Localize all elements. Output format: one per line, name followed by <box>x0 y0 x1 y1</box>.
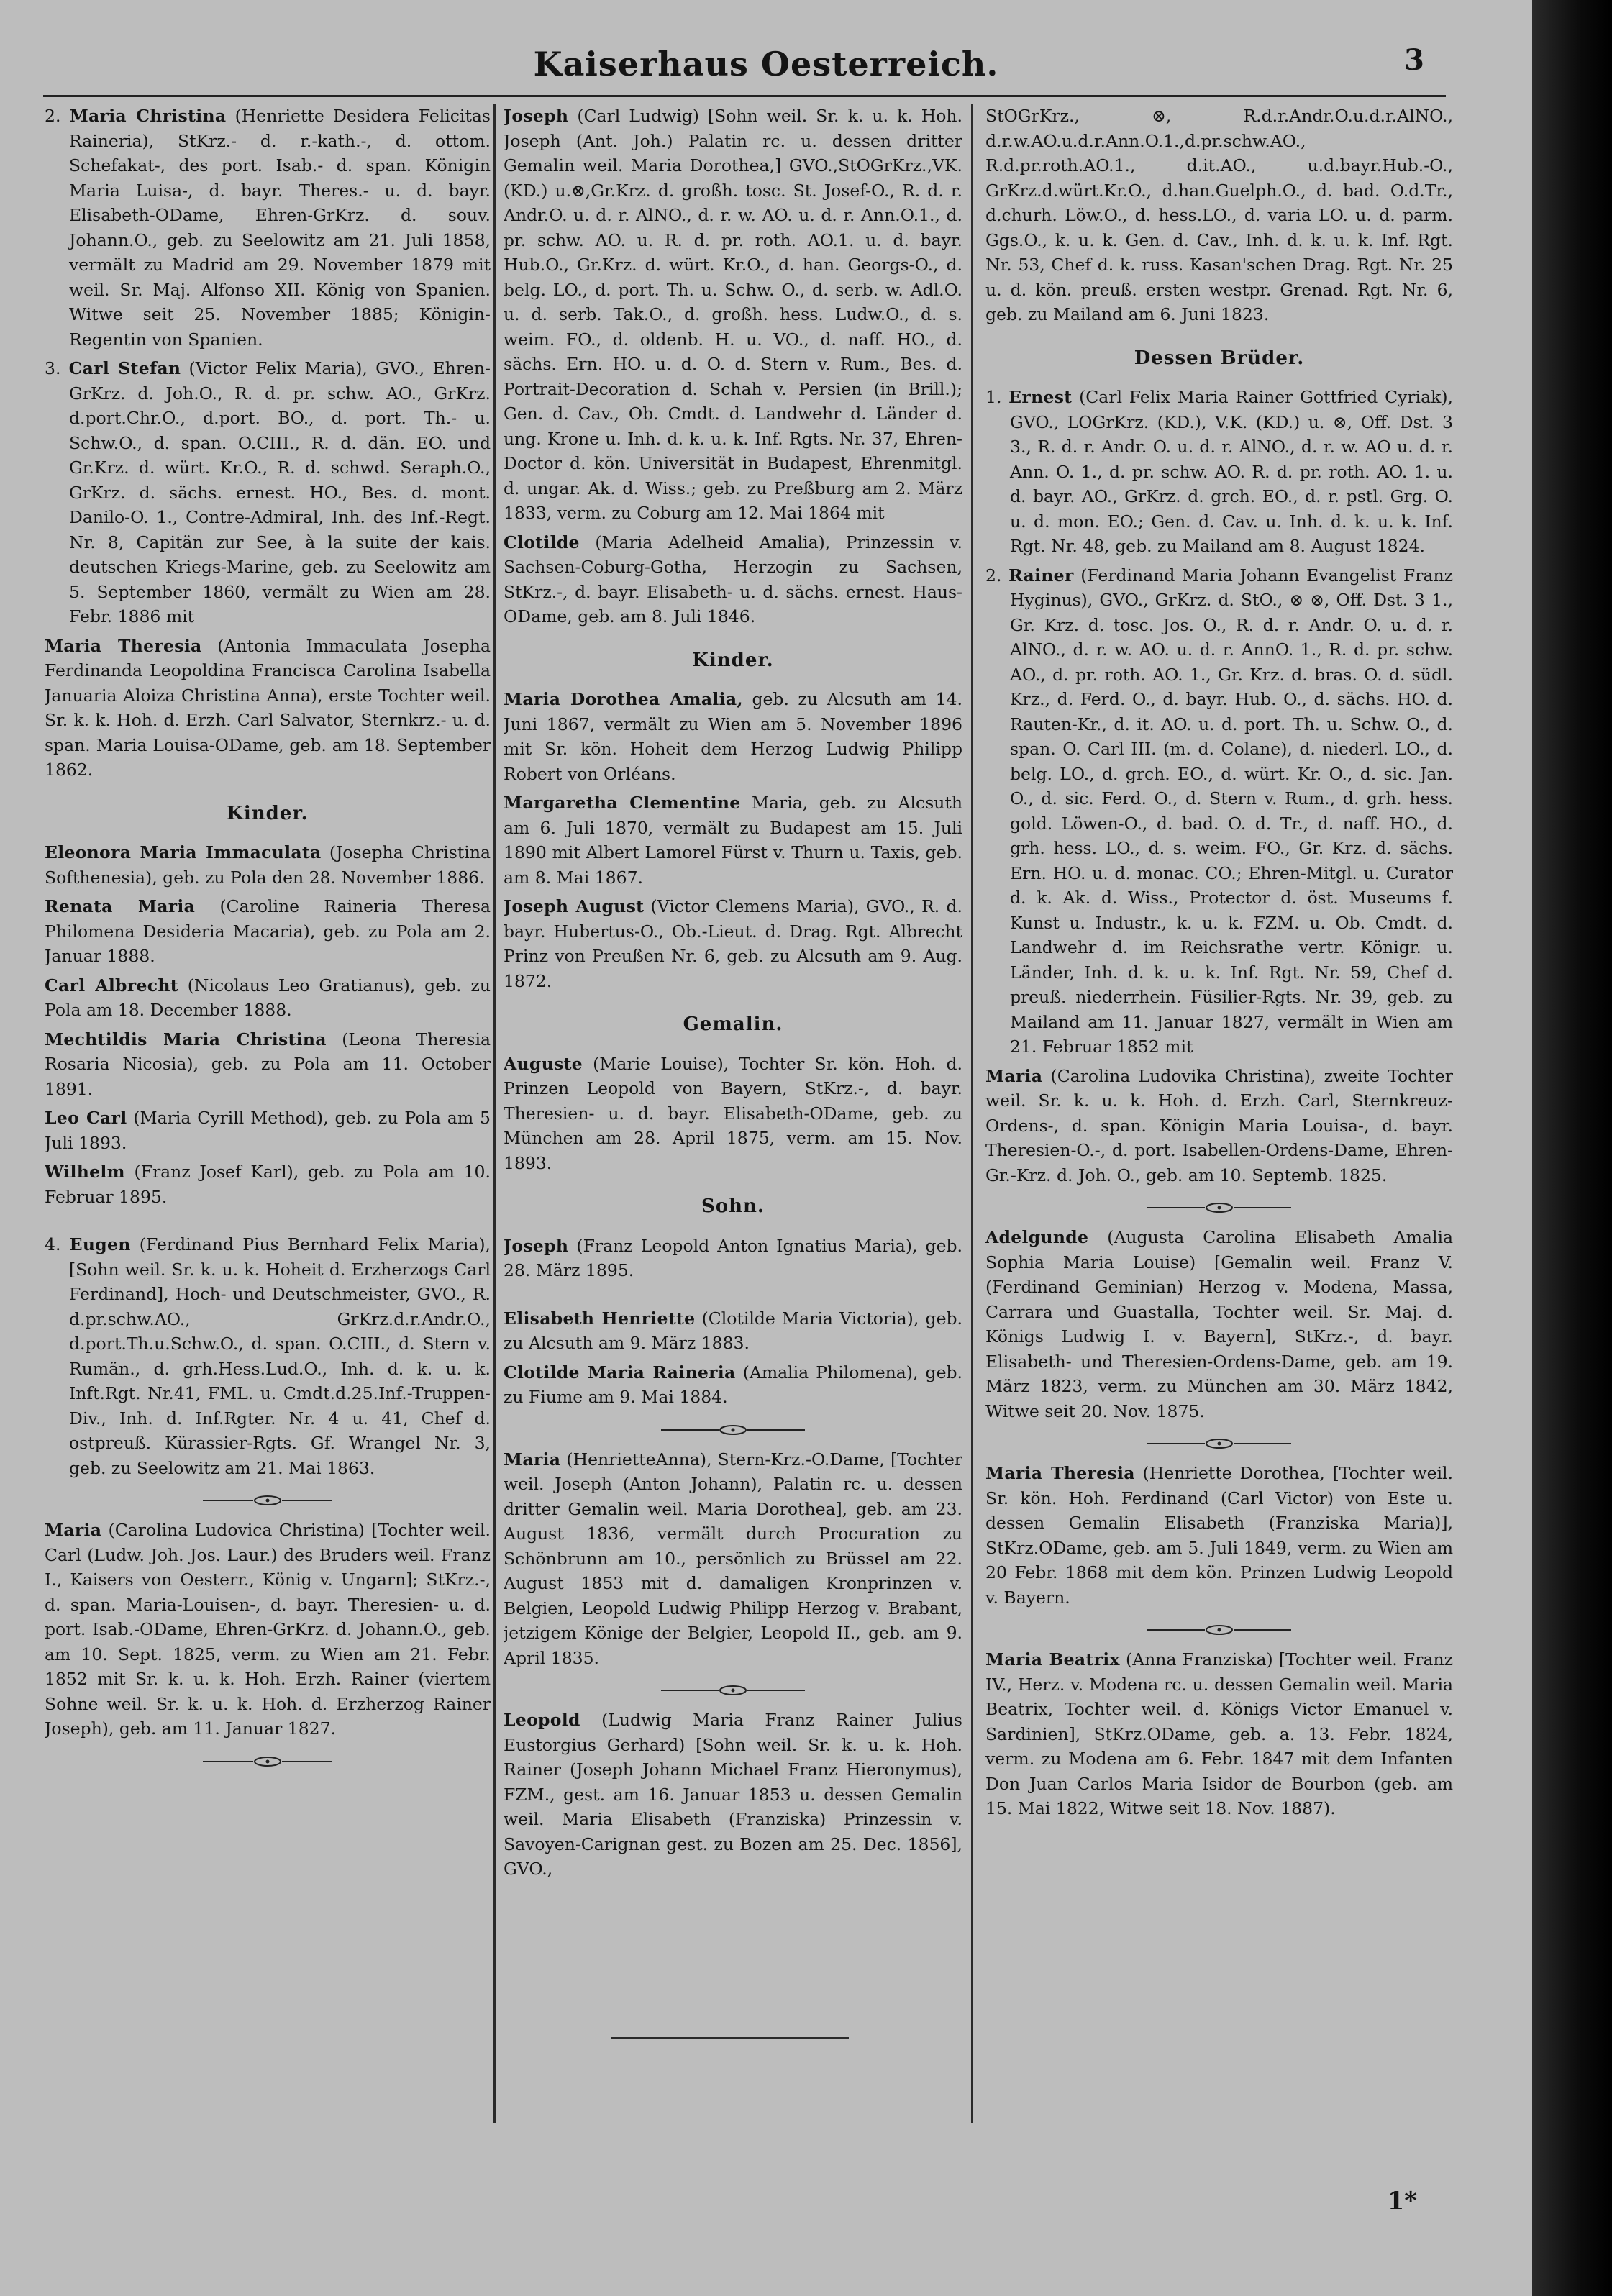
entry-name: Ernest <box>1008 387 1073 407</box>
entry-name: Maria <box>504 1449 561 1470</box>
entry-name: Leo Carl <box>45 1108 127 1128</box>
ornament-divider <box>45 1750 491 1764</box>
entry-name: Maria <box>45 1520 102 1540</box>
page-edge-shadow <box>1532 0 1612 2296</box>
column-middle <box>504 104 962 2195</box>
entry-name: Auguste <box>504 1053 583 1074</box>
entry-rainer <box>985 563 1453 1060</box>
child-entry <box>45 973 491 1023</box>
entry-maria-theresia-este <box>985 1461 1453 1610</box>
entry-text: (Henriette Dorothea, [Tochter weil. Sr. kön. Hoh. Ferdinand (Carl Victor) von Este u. dessen Gemalin Elisabeth (Franziska Maria)], StKrz.ODame, geb. am 5. Juli 1849, verm. zu Wien am 20 Febr. 1868 mit dem kön. Prinzen Ludwig Leopold v. Bayern. <box>985 1463 1453 1608</box>
entry-text: (Carolina Ludovica Christina) [Tochter weil. Carl (Ludw. Joh. Jos. Laur.) des Bruders weil. Franz I., Kaisers von Oesterr., König v. Ungarn]; StKrz.-, d. span. Maria-Louisen-, d. bayr. Theresien- u. d. port. Isab.-ODame, Ehren-GrKrz. d. Johann.O., geb. am 10. Sept. 1825, verm. zu Wien am 21. Febr. 1852 mit Sr. k. u. k. Hoh. Erzh. Rainer (viertem Sohne weil. Sr. k. u. k. Hoh. d. Erzherzog Rainer Joseph), geb. am 11. Januar 1827. <box>45 1520 491 1739</box>
child-entry <box>504 791 962 890</box>
entry-text: (Ferdinand Maria Johann Evangelist Franz Hyginus), GVO., GrKrz. d. StO., ⊗ ⊗, Off. Dst. 3 1., Gr. Krz. d. tosc. Jos. O., R. d. r. Andr. O. u. d. r. AlNO., d. r. w. AO. u. d. r. AnnO. 1., R. d. pr. schw. AO., d. pr. roth. AO. 1., Gr. Krz. d. bras. O. d. südl. Krz., d. Ferd. O., d. bayr. Hub. O., d. sächs. HO. d. Rauten-Kr., d. it. AO. u. d. port. Th. u. Schw. O., d. span. O. Carl III. (m. d. Colane), d. niederl. LO., d. belg. LO., d. grch. EO., d. würt. Kr. O., d. sic. Jan. O., d. sic. Ferd. O., d. Stern v. Rum., d. grh. hess. gold. Löwen-O., d. bad. O. d. Tr., d. naff. HO., d. grh. hess. LO., d. s. weim. FO., Gr. Krz. d. sächs. Ern. HO. u. d. monac. CO.; Ehren-Mitgl. u. Curator d. k. Ak. d. Wiss., Protector d. öst. Museums f. Kunst u. Industr., k. u. k. FZM. u. Ob. Cmdt. d. Landwehr d. im Reichsrathe vertr. Königr. u. Länder, Inh. d. k. u. k. Inf. Rgt. Nr. 59, Chef d. preuß. niederrhein. Füsilier-Rgts. Nr. 39, geb. zu Mailand am 11. Januar 1827, vermält in Wien am 21. Februar 1852 mit <box>1010 565 1453 1057</box>
entry-carl-stefan <box>45 356 491 629</box>
entry-text: (Victor Clemens Maria), GVO., R. d. bayr. Hubertus-O., Ob.-Lieut. d. Drag. Rgt. Albrecht Prinz von Preußen Nr. 6, geb. zu Alcsuth am 9. Aug. 1872. <box>504 896 962 991</box>
column-divider-1 <box>493 104 496 2123</box>
section-heading-brueder: Dessen Brüder. <box>1134 347 1305 369</box>
entry-leopold <box>504 1708 962 1882</box>
child-entry <box>45 1160 491 1209</box>
entry-name: Maria Theresia <box>45 635 202 656</box>
entry-ernest <box>985 385 1453 559</box>
entry-name: Maria Christina <box>69 106 227 126</box>
entry-name: Carl Albrecht <box>45 975 178 996</box>
entry-text: (Franz Leopold Anton Ignatius Maria), geb. 28. März 1895. <box>504 1235 962 1280</box>
child-entry <box>45 1027 491 1102</box>
entry-text: (Anna Franziska) [Tochter weil. Franz IV., Herz. v. Modena rc. u. dessen Gemalin weil. Maria Beatrix, Tochter weil. d. Königs Victor Emanuel v. Sardinien], StKrz.ODame, geb. a. 13. Febr. 1824, verm. zu Modena am 6. Febr. 1847 mit dem Infanten Don Juan Carlos Maria Isidor de Bourbon (geb. am 15. Mai 1822, Witwe seit 18. Nov. 1887). <box>985 1649 1453 1818</box>
signature-mark: 1* <box>1387 2187 1417 2215</box>
child-entry <box>45 1106 491 1155</box>
section-heading-kinder: Kinder. <box>227 802 309 824</box>
entry-maria-henriette <box>504 1447 962 1671</box>
entry-name: Joseph August <box>504 896 645 916</box>
section-heading-sohn: Sohn. <box>701 1195 765 1217</box>
entry-maria-carolina <box>45 1518 491 1741</box>
entry-number: 4. <box>45 1234 61 1254</box>
child-entry <box>504 1360 962 1410</box>
entry-name: Maria <box>985 1065 1043 1086</box>
entry-maria-carolina-ludovika <box>985 1064 1453 1188</box>
ornament-divider <box>504 1418 962 1433</box>
entry-name: Carl Stefan <box>68 358 181 378</box>
ornament-divider <box>985 1432 1453 1447</box>
column-divider-2 <box>971 104 973 2123</box>
entry-name: Leopold <box>504 1710 580 1730</box>
child-entry <box>504 1306 962 1356</box>
entry-text: (Carl Felix Maria Rainer Gottfried Cyriak), GVO., LOGrKrz. (KD.), V.K. (KD.) u. ⊗, Off. Dst. 3 3., R. d. r. Andr. O. u. d. r. AlNO., d. r. w. AO u. d. r. Ann. O. 1., d. pr. schw. AO. R. d. pr. roth. AO. 1. u. d. bayr. AO., GrKrz. d. grch. EO., d. r. pstl. Grg. O. u. d. mon. EO.; Gen. d. Cav. u. Inh. d. k. u. k. Inf. Rgt. Nr. 48, geb. zu Mailand am 8. August 1824. <box>1010 387 1453 556</box>
entry-text: geb. zu Alcsuth am 14. Juni 1867, vermält zu Wien am 5. November 1896 mit Sr. kön. Hoheit dem Herzog Ludwig Philipp Robert von Orléans. <box>504 689 962 784</box>
entry-name: Renata Maria <box>45 896 196 916</box>
ornament-divider <box>504 1679 962 1693</box>
entry-text: (Clotilde Maria Victoria), geb. zu Alcsuth am 9. März 1883. <box>504 1308 962 1353</box>
section-heading-gemalin: Gemalin. <box>683 1013 783 1035</box>
entry-maria-theresia <box>45 634 491 783</box>
ornament-divider <box>985 1196 1453 1211</box>
child-entry <box>504 894 962 993</box>
entry-text: (Amalia Philomena), geb. zu Fiume am 9. Mai 1884. <box>504 1362 962 1407</box>
entry-text: (Victor Felix Maria), GVO., Ehren-GrKrz. d. Joh.O., R. d. pr. schw. AO., GrKrz. d.port.Chr.O., d.port. BO., d. port. Th.- u. Schw.O., d. span. O.CIII., R. d. dän. EO. und Gr.Krz. d. würt. Kr.O., R. d. schwd. Seraph.O., GrKrz. d. sächs. ernest. HO., Bes. d. mont. Danilo-O. 1., Contre-Admiral, Inh. des Inf.-Regt. Nr. 8, Capitän zur See, à la suite der kais. deutschen Kriegs-Marine, geb. zu Seelowitz am 5. September 1860, vermält zu Wien am 28. Febr. 1886 mit <box>69 358 491 627</box>
page-number: 3 <box>1404 43 1424 77</box>
entry-name: Maria Dorothea Amalia, <box>504 689 743 709</box>
entry-name: Joseph <box>504 1235 569 1256</box>
entry-text: (Leona Theresia Rosaria Nicosia), geb. zu Pola am 11. October 1891. <box>45 1029 491 1099</box>
entry-number: 2. <box>985 565 1002 586</box>
entry-maria-christina <box>45 104 491 352</box>
entry-name: Elisabeth Henriette <box>504 1308 696 1329</box>
section-heading-kinder: Kinder. <box>692 649 774 671</box>
ornament-divider <box>985 1618 1453 1633</box>
child-entry <box>45 894 491 969</box>
entry-text: (Carolina Ludovika Christina), zweite Tochter weil. Sr. k. u. k. Hoh. d. Erzh. Carl, Sternkreuz-Ordens-, d. span. Königin Maria Louisa-, d. bayr. Theresien-O.-, d. port. Isabellen-Ordens-Dame, Ehren-Gr.-Krz. d. Joh. O., geb. am 10. Septemb. 1825. <box>985 1065 1453 1185</box>
entry-name: Eleonora Maria Immaculata <box>45 842 322 862</box>
son-entry <box>504 1234 962 1283</box>
entry-eugen <box>45 1232 491 1480</box>
entry-name: Margaretha Clementine <box>504 793 741 813</box>
entry-name: Rainer <box>1008 565 1074 586</box>
entry-text: (Franz Josef Karl), geb. zu Pola am 10. Februar 1895. <box>45 1162 491 1207</box>
entry-text: (Caroline Raineria Theresa Philomena Desideria Macaria), geb. zu Pola am 2. Januar 1888. <box>45 896 491 966</box>
entry-text: (Nicolaus Leo Gratianus), geb. zu Pola am 18. December 1888. <box>45 975 491 1020</box>
entry-maria-beatrix <box>985 1647 1453 1821</box>
entry-text: (Josepha Christina Softhenesia), geb. zu Pola den 28. November 1886. <box>45 842 491 888</box>
entry-name: Wilhelm <box>45 1162 125 1182</box>
entry-name: Joseph <box>504 106 569 126</box>
entry-text: (Henriette Desidera Felicitas Raineria), StKrz.- d. r.-kath.-, d. ottom. Schefakat-, des port. Isab.- d. span. Königin Maria Luisa-, d. bayr. Theres.- u. d. bayr. Elisabeth-ODame, Ehren-GrKrz. d. souv. Johann.O., geb. zu Seelowitz am 21. Juli 1858, vermält zu Madrid am 29. November 1879 mit weil. Sr. Maj. Alfonso XII. König von Spanien. Witwe seit 25. November 1885; Königin-Regentin von Spanien. <box>69 106 491 350</box>
header-rule <box>43 95 1446 97</box>
entry-text: (Ferdinand Pius Bernhard Felix Maria), [Sohn weil. Sr. k. u. k. Hoheit d. Erzherzogs Carl Ferdinand], Hoch- und Deutschmeister, GVO., R. d.pr.schw.AO., GrKrz.d.r.Andr.O., d.port.Th.u.Schw.O., d. span. O.CIII., d. Stern v. Rumän., d. grh.Hess.Lud.O., Inh. d. k. u. k. Inft.Rgt. Nr.41, FML. u. Cmdt.d.25.Inf.-Truppen-Div., Inh. d. Inf.Rgter. Nr. 4 u. 41, Chef d. ostpreuß. Kürassier-Rgts. Gf. Wrangel Nr. 3, geb. zu Seelowitz am 21. Mai 1863. <box>69 1234 491 1478</box>
entry-joseph <box>504 104 962 526</box>
column-left <box>45 104 491 2195</box>
entry-name: Mechtildis Maria Christina <box>45 1029 327 1049</box>
page-title: Kaiserhaus Oesterreich. <box>533 45 999 83</box>
entry-number: 2. <box>45 106 61 126</box>
child-entry <box>504 687 962 786</box>
entry-text: (Maria Adelheid Amalia), Prinzessin v. Sachsen-Coburg-Gotha, Herzogin zu Sachsen, StKrz.-, d. bayr. Elisabeth- u. d. sächs. ernest. Haus-ODame, geb. am 8. Juli 1846. <box>504 532 962 627</box>
entry-name: Maria Beatrix <box>985 1649 1120 1669</box>
closing-rule <box>611 2037 849 2039</box>
entry-text: (Augusta Carolina Elisabeth Amalia Sophia Maria Louise) [Gemalin weil. Franz V. (Ferdinand Geminian) Herzog v. Modena, Massa, Carrara und Guastalla, Tochter weil. Sr. Maj. d. Königs Ludwig I. v. Bayern], StKrz.-, d. bayr. Elisabeth- und Theresien-Ordens-Dame, geb. am 19. März 1823, verm. zu München am 30. März 1842, Witwe seit 20. Nov. 1875. <box>985 1227 1453 1421</box>
entry-text: (Ludwig Maria Franz Rainer Julius Eustorgius Gerhard) [Sohn weil. Sr. k. u. k. Hoh. Rainer (Joseph Johann Michael Franz Hieronymus), FZM., gest. am 16. Januar 1853 u. dessen Gemalin weil. Maria Elisabeth (Franziska) Prinzessin v. Savoyen-Carignan gest. zu Bozen am 25. Dec. 1856], GVO., <box>504 1710 962 1879</box>
entry-text: (Marie Louise), Tochter Sr. kön. Hoh. d. Prinzen Leopold von Bayern, StKrz.-, d. bayr. Theresien- u. d. bayr. Elisabeth-ODame, geb. zu München am 28. April 1875, verm. am 15. Nov. 1893. <box>504 1053 962 1173</box>
entry-name: Clotilde Maria Raineria <box>504 1362 736 1382</box>
entry-name: Clotilde <box>504 532 580 552</box>
entry-name: Maria Theresia <box>985 1463 1135 1483</box>
spouse-entry <box>504 1052 962 1176</box>
entry-number: 3. <box>45 358 61 378</box>
entry-clotilde <box>504 530 962 629</box>
entry-number: 1. <box>985 387 1002 407</box>
entry-text: (Carl Ludwig) [Sohn weil. Sr. k. u. k. Hoh. Joseph (Ant. Joh.) Palatin rc. u. dessen dritter Gemalin weil. Maria Dorothea,] GVO.,StOGrKrz.,VK.(KD.) u.⊗,Gr.Krz. d. großh. tosc. St. Josef-O., R. d. r. Andr.O. u. d. r. AlNO., d. r. w. AO. u. d. r. Ann.O.1., d. pr. schw. AO. u. R. d. pr. roth. AO.1. u. d. bayr. Hub.O., Gr.Krz. d. würt. Kr.O., d. han. Georgs-O., d. belg. LO., d. port. Th. u. Schw. O., d. serb. w. Adl.O. u. d. serb. Tak.O., d. großh. hess. Ludw.O., d. s. weim. FO., d. oldenb. H. u. VO., d. naff. HO., d. sächs. Ern. HO. u. d. O. d. Stern v. Rum., Bes. d. Portrait-Decoration d. Schah v. Persien (in Brill.); Gen. d. Cav., Ob. Cmdt. d. Landwehr d. Länder d. ung. Krone u. Inh. d. k. u. k. Inf. Rgts. Nr. 37, Ehren-Doctor d. kön. Universität in Budapest, Ehrenmitgl. d. ungar. Ak. d. Wiss.; geb. zu Preßburg am 2. März 1833, verm. zu Coburg am 12. Mai 1864 mit <box>504 106 962 523</box>
entry-text: (Antonia Immaculata Josepha Ferdinanda Leopoldina Francisca Carolina Isabella Januaria Aloiza Christina Anna), erste Tochter weil. Sr. k. k. Hoh. d. Erzh. Carl Salvator, Sternkrz.- u. d. span. Maria Louisa-ODame, geb. am 18. September 1862. <box>45 635 491 780</box>
child-entry <box>45 840 491 890</box>
entry-text: (HenrietteAnna), Stern-Krz.-O.Dame, [Tochter weil. Joseph (Anton Johann), Palatin rc. u. dessen dritter Gemalin weil. Maria Dorothea], geb. am 23. August 1836, vermält durch Procuration zu Schönbrunn am 10., persönlich zu Brüssel am 22. August 1853 mit d. damaligen Kronprinzen v. Belgien, Leopold Ludwig Philipp Herzog v. Brabant, jetzigem Könige der Belgier, Leopold II., geb. am 9. April 1835. <box>504 1449 962 1668</box>
entry-continuation: StOGrKrz., ⊗, R.d.r.Andr.O.u.d.r.AlNO., d.r.w.AO.u.d.r.Ann.O.1.,d.pr.schw.AO., R.d.pr.roth.AO.1., d.it.AO., u.d.bayr.Hub.-O., GrKrz.d.würt.Kr.O., d.han.Guelph.O., d. bad. O.d.Tr., d.churh. Löw.O., d. hess.LO., d. varia LO. u. d. parm. Ggs.O., k. u. k. Gen. d. Cav., Inh. d. k. u. k. Inf. Rgt. Nr. 53, Chef d. k. russ. Kasan'schen Drag. Rgt. Nr. 25 u. d. kön. preuß. ersten westpr. Grenad. Rgt. Nr. 6, geb. zu Mailand am 6. Juni 1823. <box>985 106 1453 324</box>
ornament-divider <box>45 1489 491 1503</box>
entry-adelgunde <box>985 1225 1453 1423</box>
entry-name: Adelgunde <box>985 1227 1089 1247</box>
column-right <box>985 104 1453 2195</box>
entry-text: (Maria Cyrill Method), geb. zu Pola am 5 Juli 1893. <box>45 1108 491 1153</box>
entry-text: Maria, geb. zu Alcsuth am 6. Juli 1870, vermält zu Budapest am 15. Juli 1890 mit Albert Lamorel Fürst v. Thurn u. Taxis, geb. am 8. Mai 1867. <box>504 793 962 888</box>
entry-name: Eugen <box>69 1234 131 1254</box>
